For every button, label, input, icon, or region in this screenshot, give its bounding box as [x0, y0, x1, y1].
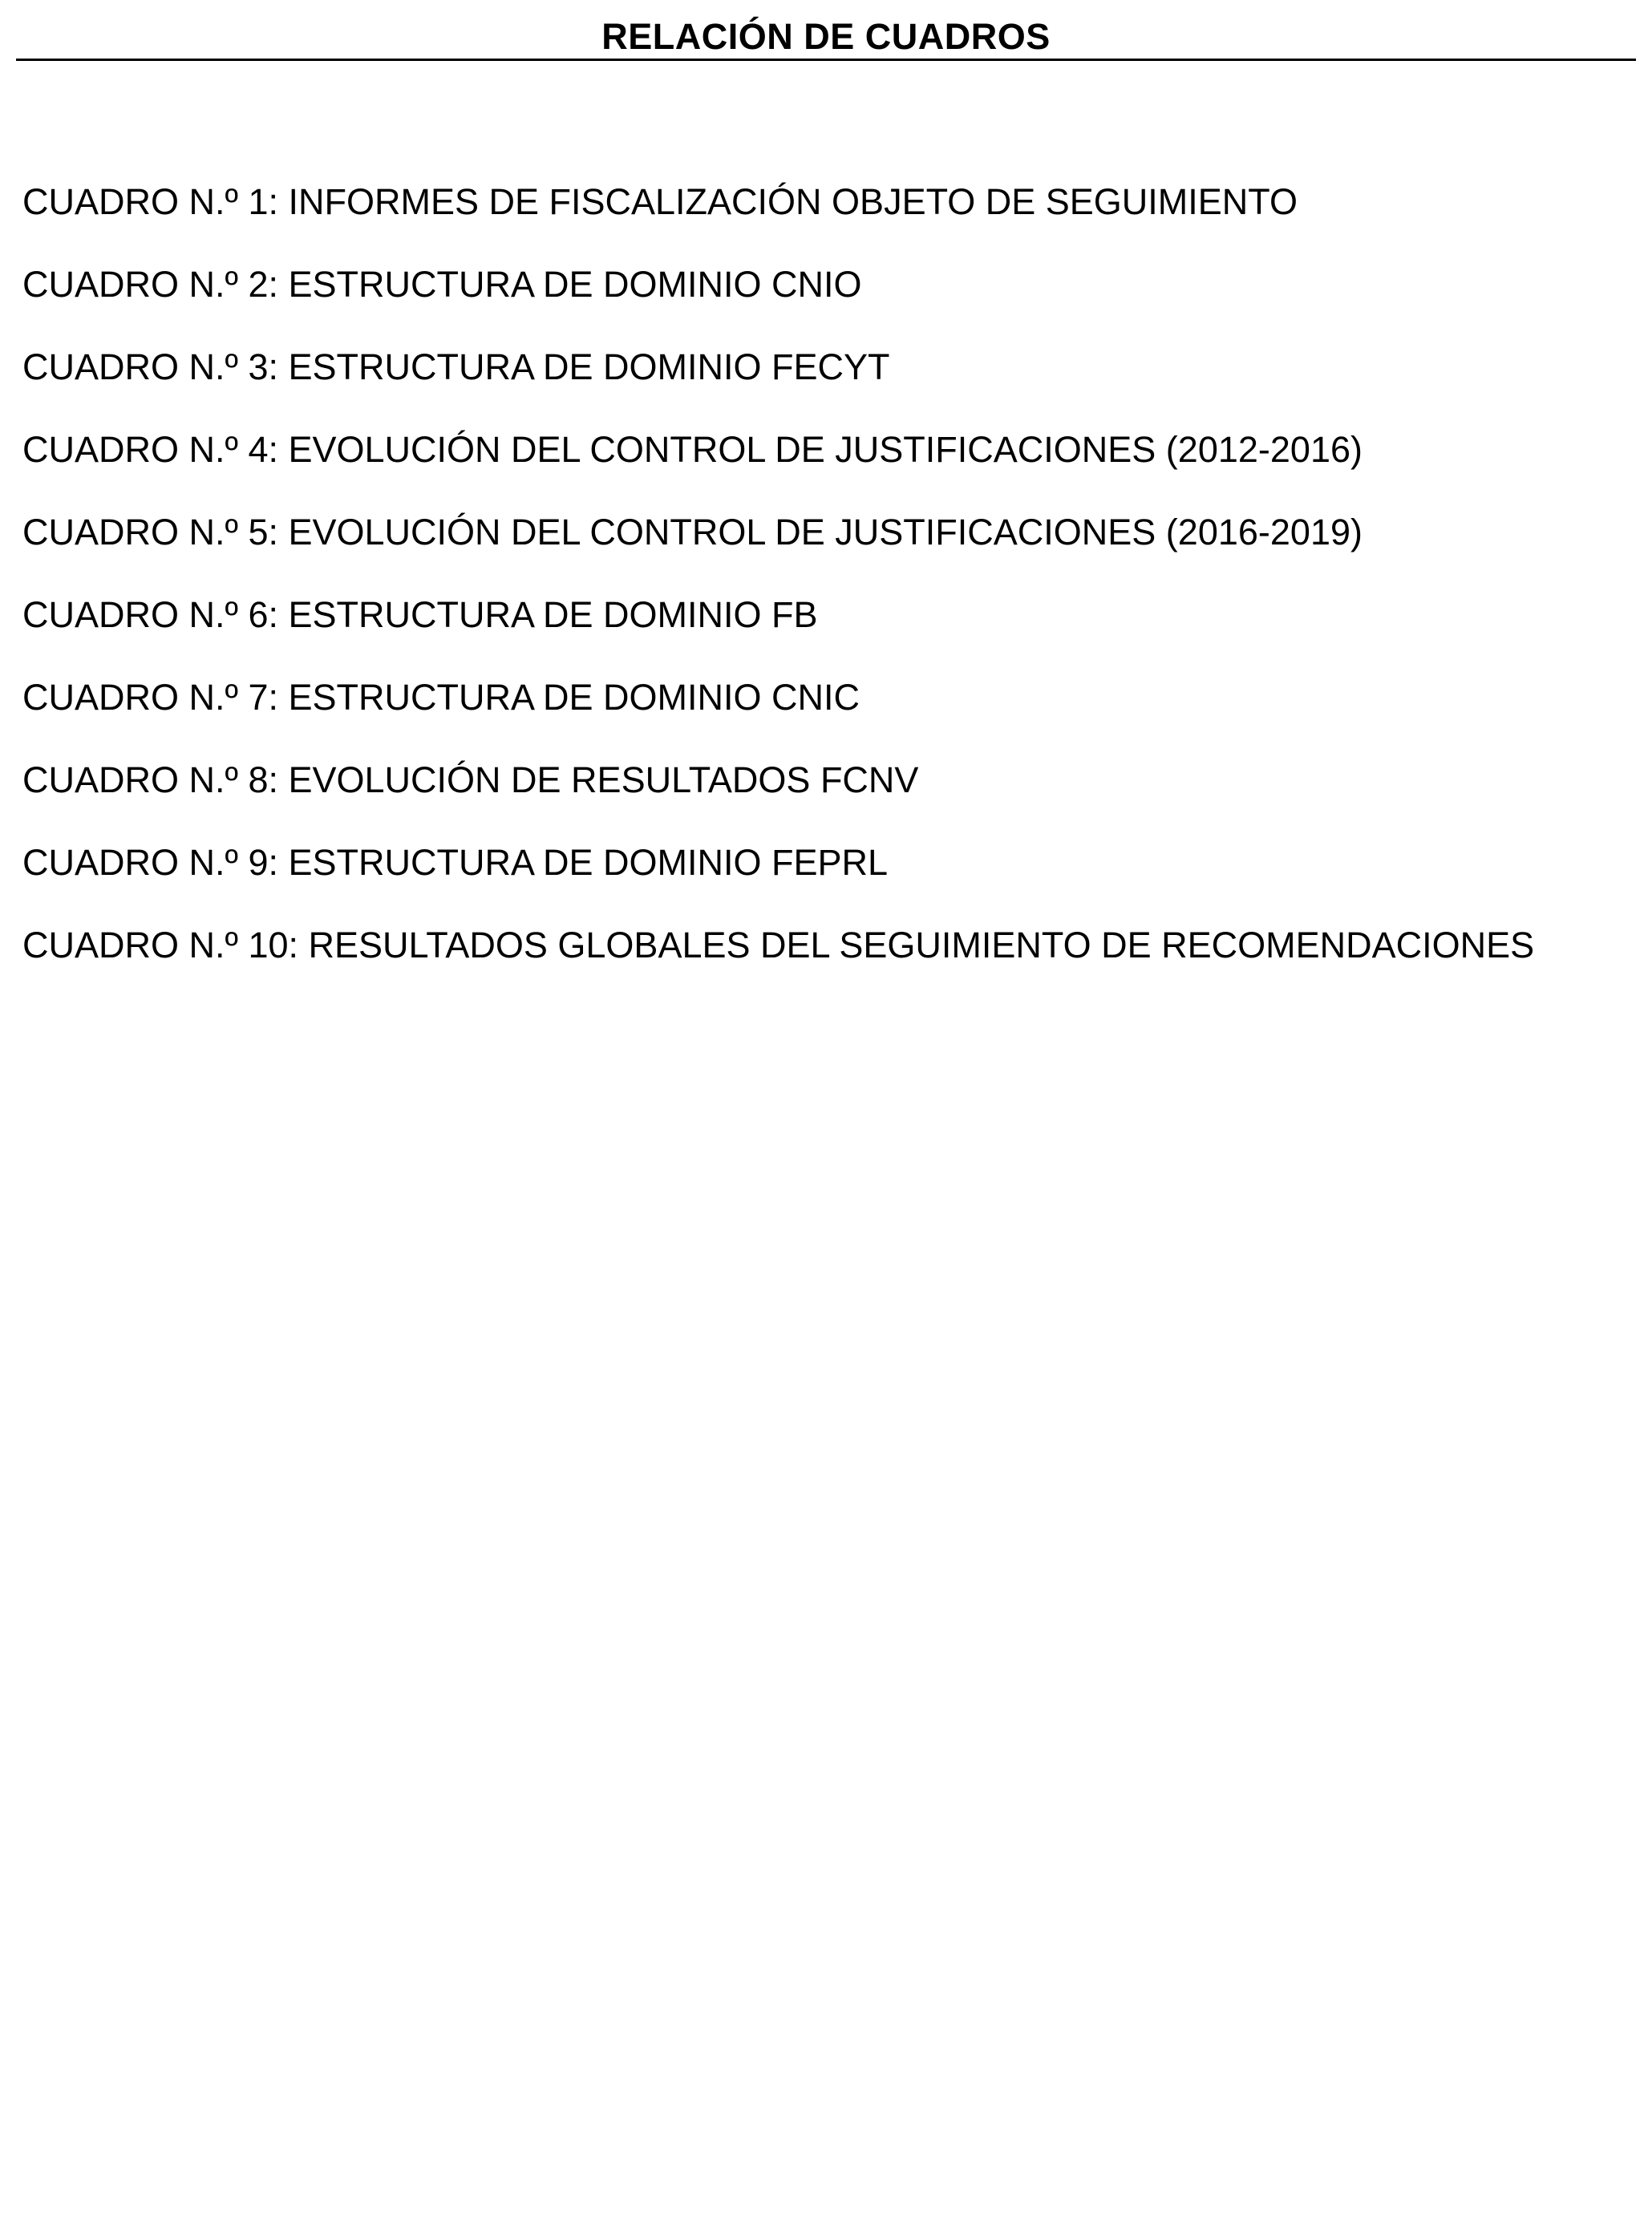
- table-of-tables-list: [22, 178, 1534, 1004]
- list-item-cuadro-7: CUADRO N.º 7: ESTRUCTURA DE DOMINIO CNIC: [22, 677, 860, 718]
- list-item-cuadro-6: CUADRO N.º 6: ESTRUCTURA DE DOMINIO FB: [22, 594, 818, 635]
- list-item-cuadro-1: CUADRO N.º 1: INFORMES DE FISCALIZACIÓN OBJETO DE SEGUIMIENTO: [22, 181, 1298, 222]
- list-item-cuadro-4: CUADRO N.º 4: EVOLUCIÓN DEL CONTROL DE JUSTIFICACIONES (2012-2016): [22, 429, 1362, 470]
- title-underline: [16, 59, 1636, 61]
- list-item-cuadro-8: CUADRO N.º 8: EVOLUCIÓN DE RESULTADOS FCNV: [22, 759, 919, 800]
- list-item-cuadro-2: CUADRO N.º 2: ESTRUCTURA DE DOMINIO CNIO: [22, 264, 862, 305]
- list-item-cuadro-3: CUADRO N.º 3: ESTRUCTURA DE DOMINIO FECYT: [22, 346, 890, 387]
- list-item-cuadro-9: CUADRO N.º 9: ESTRUCTURA DE DOMINIO FEPRL: [22, 842, 889, 883]
- page-title: RELACIÓN DE CUADROS: [601, 16, 1051, 57]
- list-item-cuadro-5: CUADRO N.º 5: EVOLUCIÓN DEL CONTROL DE JUSTIFICACIONES (2016-2019): [22, 512, 1362, 552]
- list-item-cuadro-10: CUADRO N.º 10: RESULTADOS GLOBALES DEL SEGUIMIENTO DE RECOMENDACIONES: [22, 925, 1535, 965]
